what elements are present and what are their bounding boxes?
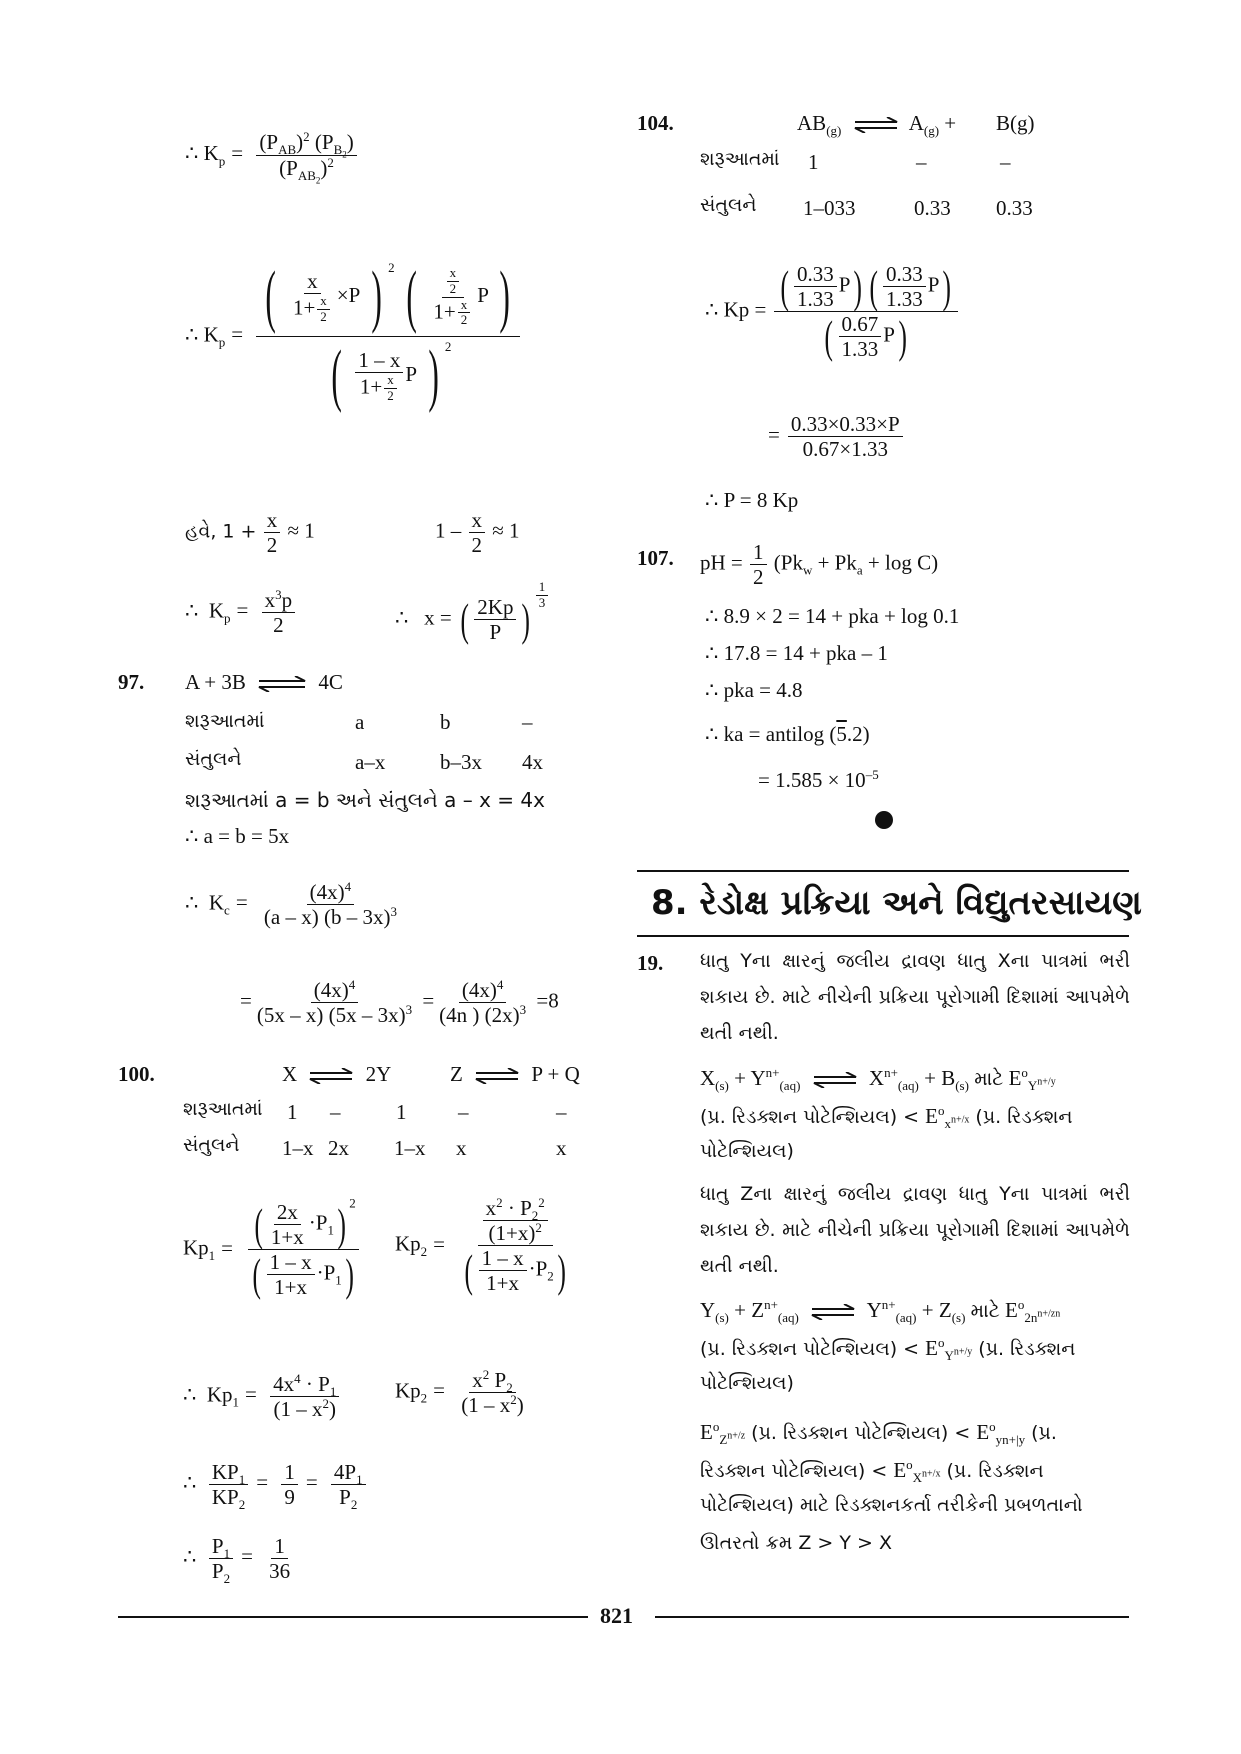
kp1-fraction: $\frac{(P_{AB})^2 (P_{B_2})}{(P_{AB_2})^2}$ (256, 130, 356, 181)
q19-order-line-2: રિડક્શન પોટેન્શિયલ) < $E^o_{X^{n+/x}}$ (પ્ર. રિડક્શન (700, 1457, 1044, 1486)
q100-kp2-result: $Kp_2$ = $\frac{x^2 P_2}{(1 - x^2)}$ (395, 1367, 524, 1418)
q19-potential-line-1: (પ્ર. રિડક્શન પોટેન્શિયલ) < $E^o_{x^{n+/x}}$ (પ્ર. રિડક્શન (700, 1103, 1073, 1132)
equilibrium-arrow-icon (257, 676, 307, 692)
q104-result: ∴ P = 8 Kp (705, 488, 799, 512)
q97-kc: ∴ $K_c$ = $\frac{(4x)^4}{(a - x) (b - 3x)^3}$ (185, 879, 397, 930)
q100-kp1-result: ∴ $Kp_1$ = $\frac{4x^4 \cdot P_1}{(1 - x^2)}$ (183, 1372, 341, 1421)
q107-line-5: = $1.585 \times 10^{-5}$ (758, 767, 879, 792)
q97-kc-substituted: = $\frac{(4x)^4}{(5x - x) (5x - 3x)^3}$ = $\frac{(4x)^4}{(4n ) (2x)^3}$ =8 (240, 977, 559, 1028)
approximation-2: 1 – $\frac{x}{2}$ ≈ 1 (435, 508, 520, 558)
q107-line-4: ∴ ka = antilog (5.2) (705, 722, 870, 746)
q97-condition: શરૂઆતમાં a = b અને સંતુલને a – x = 4x (185, 788, 545, 812)
q104-equilibrium-label: સંતુલને (700, 194, 757, 216)
q107-line-2: ∴ 17.8 = 14 + pka – 1 (705, 641, 888, 665)
question-number-19: 19. (637, 951, 664, 975)
end-bullet-icon (875, 811, 893, 829)
footer-rule-right (655, 1616, 1129, 1618)
q19-paragraph-3: ધાતુ Zના ક્ષારનું જલીય દ્રાવણ ધાતુ Yના પાત્રમાં ભરી શકાય છે. માટે નીચેની પ્રક્રિયા પૂરોગામી દિશામાં આપમેળે થતી નથી. (700, 1183, 1130, 1277)
q100-equilibrium-label: સંતુલને (183, 1134, 240, 1156)
kp2-lhs: ∴ K (185, 322, 219, 347)
kp-simplified: ∴ $K_p$ = $\frac{x^3p}{2}$ (185, 588, 297, 637)
kp2-big-fraction: ( x 1+ $\frac{x}{2}$ ×P ) $^2$ ( $\frac{x}{2}$ 1+ $\frac{x}{2}$ P ) ( 1 – x 1+ $\frac{x}{2}$ P ) $^2$ (256, 262, 519, 411)
q19-reaction-2: $Y_{(s)} + Z^{n+}_{(aq)}$ $Y^{n+}_{(aq)} + Z_{(s)}$ માટે $E^o_{2n^{n+/zn}}$ (700, 1297, 1061, 1326)
q107-line-1: ∴ 8.9 × 2 = 14 + pka + log 0.1 (705, 604, 960, 628)
q104-reaction: $AB_{(g)}$ $A_{(g)}$ + (797, 111, 957, 139)
kp1-lhs: ∴ K (185, 141, 219, 166)
q19-potential-line-2: (પ્ર. રિડક્શન પોટેન્શિયલ) < $E^o_{Y^{n+/y}}$ (પ્ર. રિડક્શન (700, 1335, 1076, 1364)
q100-kp2-expression: $Kp_2$ = $\frac{x^2 \cdot P_2^2}{(1+x)^2}$ ( $\frac{1 - x}{1+x}$ $\cdot P_2$) (395, 1195, 566, 1296)
q100-reaction-1: X 2Y (282, 1062, 392, 1086)
q100-kp1-expression: $Kp_1$ = ( $\frac{2x}{1+x}$ $\cdot P_1$) $^2$ ( $\frac{1 - x}{1+x}$ $\cdot P_1$) (183, 1200, 362, 1300)
section-title: 8. રેડોક્ષ પ્રક્રિયા અને વિદ્યુતરસાયણ (651, 883, 1142, 923)
section-top-rule (637, 870, 1129, 872)
equilibrium-arrow-icon (308, 1068, 354, 1084)
q19-order-line-1: $E^o_{Z^{n+/z}}$ (પ્ર. રિડક્શન પોટેન્શિયલ) < $E^o_{yn+|y}$ (પ્ર. (700, 1419, 1057, 1448)
equilibrium-arrow-icon (853, 117, 899, 133)
approximation-1: હવે, 1 + $\frac{x}{2}$ ≈ 1 (185, 508, 315, 558)
equilibrium-arrow-icon (810, 1304, 856, 1320)
question-number-100: 100. (118, 1062, 155, 1086)
kp-expression-2: ∴ $K_p$ = ( x 1+ $\frac{x}{2}$ ×P ) $^2$ ( $\frac{x}{2}$ 1+ $\frac{x}{2}$ P ) ( 1 – x 1+ $\frac{x}{2}$ P ) $^2$ (185, 262, 522, 411)
question-number-104: 104. (637, 111, 674, 135)
section-bottom-rule (637, 935, 1129, 937)
q104-kp: ∴ Kp = ( $\frac{0.33}{1.33}$ P) ( $\frac{0.33}{1.33}$ P) ( $\frac{0.67}{1.33}$ P) (705, 262, 960, 362)
q100-ratio: ∴ $\frac{KP_1}{KP_2}$ = $\frac{1}{9}$ = $\frac{4P_1}{P_2}$ (183, 1460, 368, 1509)
q104-initial-label: શરૂઆતમાં (700, 148, 780, 170)
q104-simplified: = $\frac{0.33\times 0.33\times P}{0.67\times 1.33}$ (768, 412, 905, 461)
kp-expression-1: ∴ $K_p$ = $\frac{(P_{AB})^2 (P_{B_2})}{(P_{AB_2})^2}$ (185, 130, 359, 181)
q100-reaction-2: Z P + Q (450, 1062, 580, 1086)
q97-reaction: A + 3B 4C (185, 670, 343, 694)
q107-line-3: ∴ pka = 4.8 (705, 678, 803, 702)
q19-reaction-1: $X_{(s)} + Y^{n+}_{(aq)}$ $X^{n+}_{(aq)} + B_{(s)}$ માટે $E^o_{Y^{n+/y}}$ (700, 1065, 1056, 1094)
equilibrium-arrow-icon (474, 1068, 520, 1084)
q97-initial-label: શરૂઆતમાં (185, 710, 265, 732)
q100-initial-label: શરૂઆતમાં (183, 1098, 263, 1120)
q100-final: ∴ $\frac{P_1}{P_2}$ = $\frac{1}{36}$ (183, 1534, 291, 1587)
page-number: 821 (600, 1603, 633, 1628)
question-number-107: 107. (637, 546, 674, 570)
q19-paragraph-1: ધાતુ Yના ક્ષારનું જલીય દ્રાવણ ધાતુ Xના પાત્રમાં ભરી શકાય છે. માટે નીચેની પ્રક્રિયા પૂરોગામી દિશામાં આપમેળે થતી નથી. (700, 950, 1130, 1044)
q19-order-line-3: પોટેન્શિયલ) માટે રિડક્શનકર્તા તરીકેની પ્રબળતાનો (700, 1494, 1083, 1516)
equilibrium-arrow-icon (812, 1072, 858, 1088)
q97-equilibrium-label: સંતુલને (185, 748, 242, 770)
q107-ph-equation: pH = $\frac{1}{2}$ $(Pk_w + Pk_a + \log C)$ (700, 540, 939, 590)
q97-ab: ∴ a = b = 5x (185, 824, 290, 848)
q19-order-line-4: ઊતરતો ક્રમ Z > Y > X (700, 1532, 892, 1554)
footer-rule-left (118, 1616, 588, 1618)
x-expression: ∴ x = ( $\frac{2Kp}{P}$ ) $^{\frac{1}{3}}$ (395, 580, 550, 644)
question-number-97: 97. (118, 670, 145, 694)
